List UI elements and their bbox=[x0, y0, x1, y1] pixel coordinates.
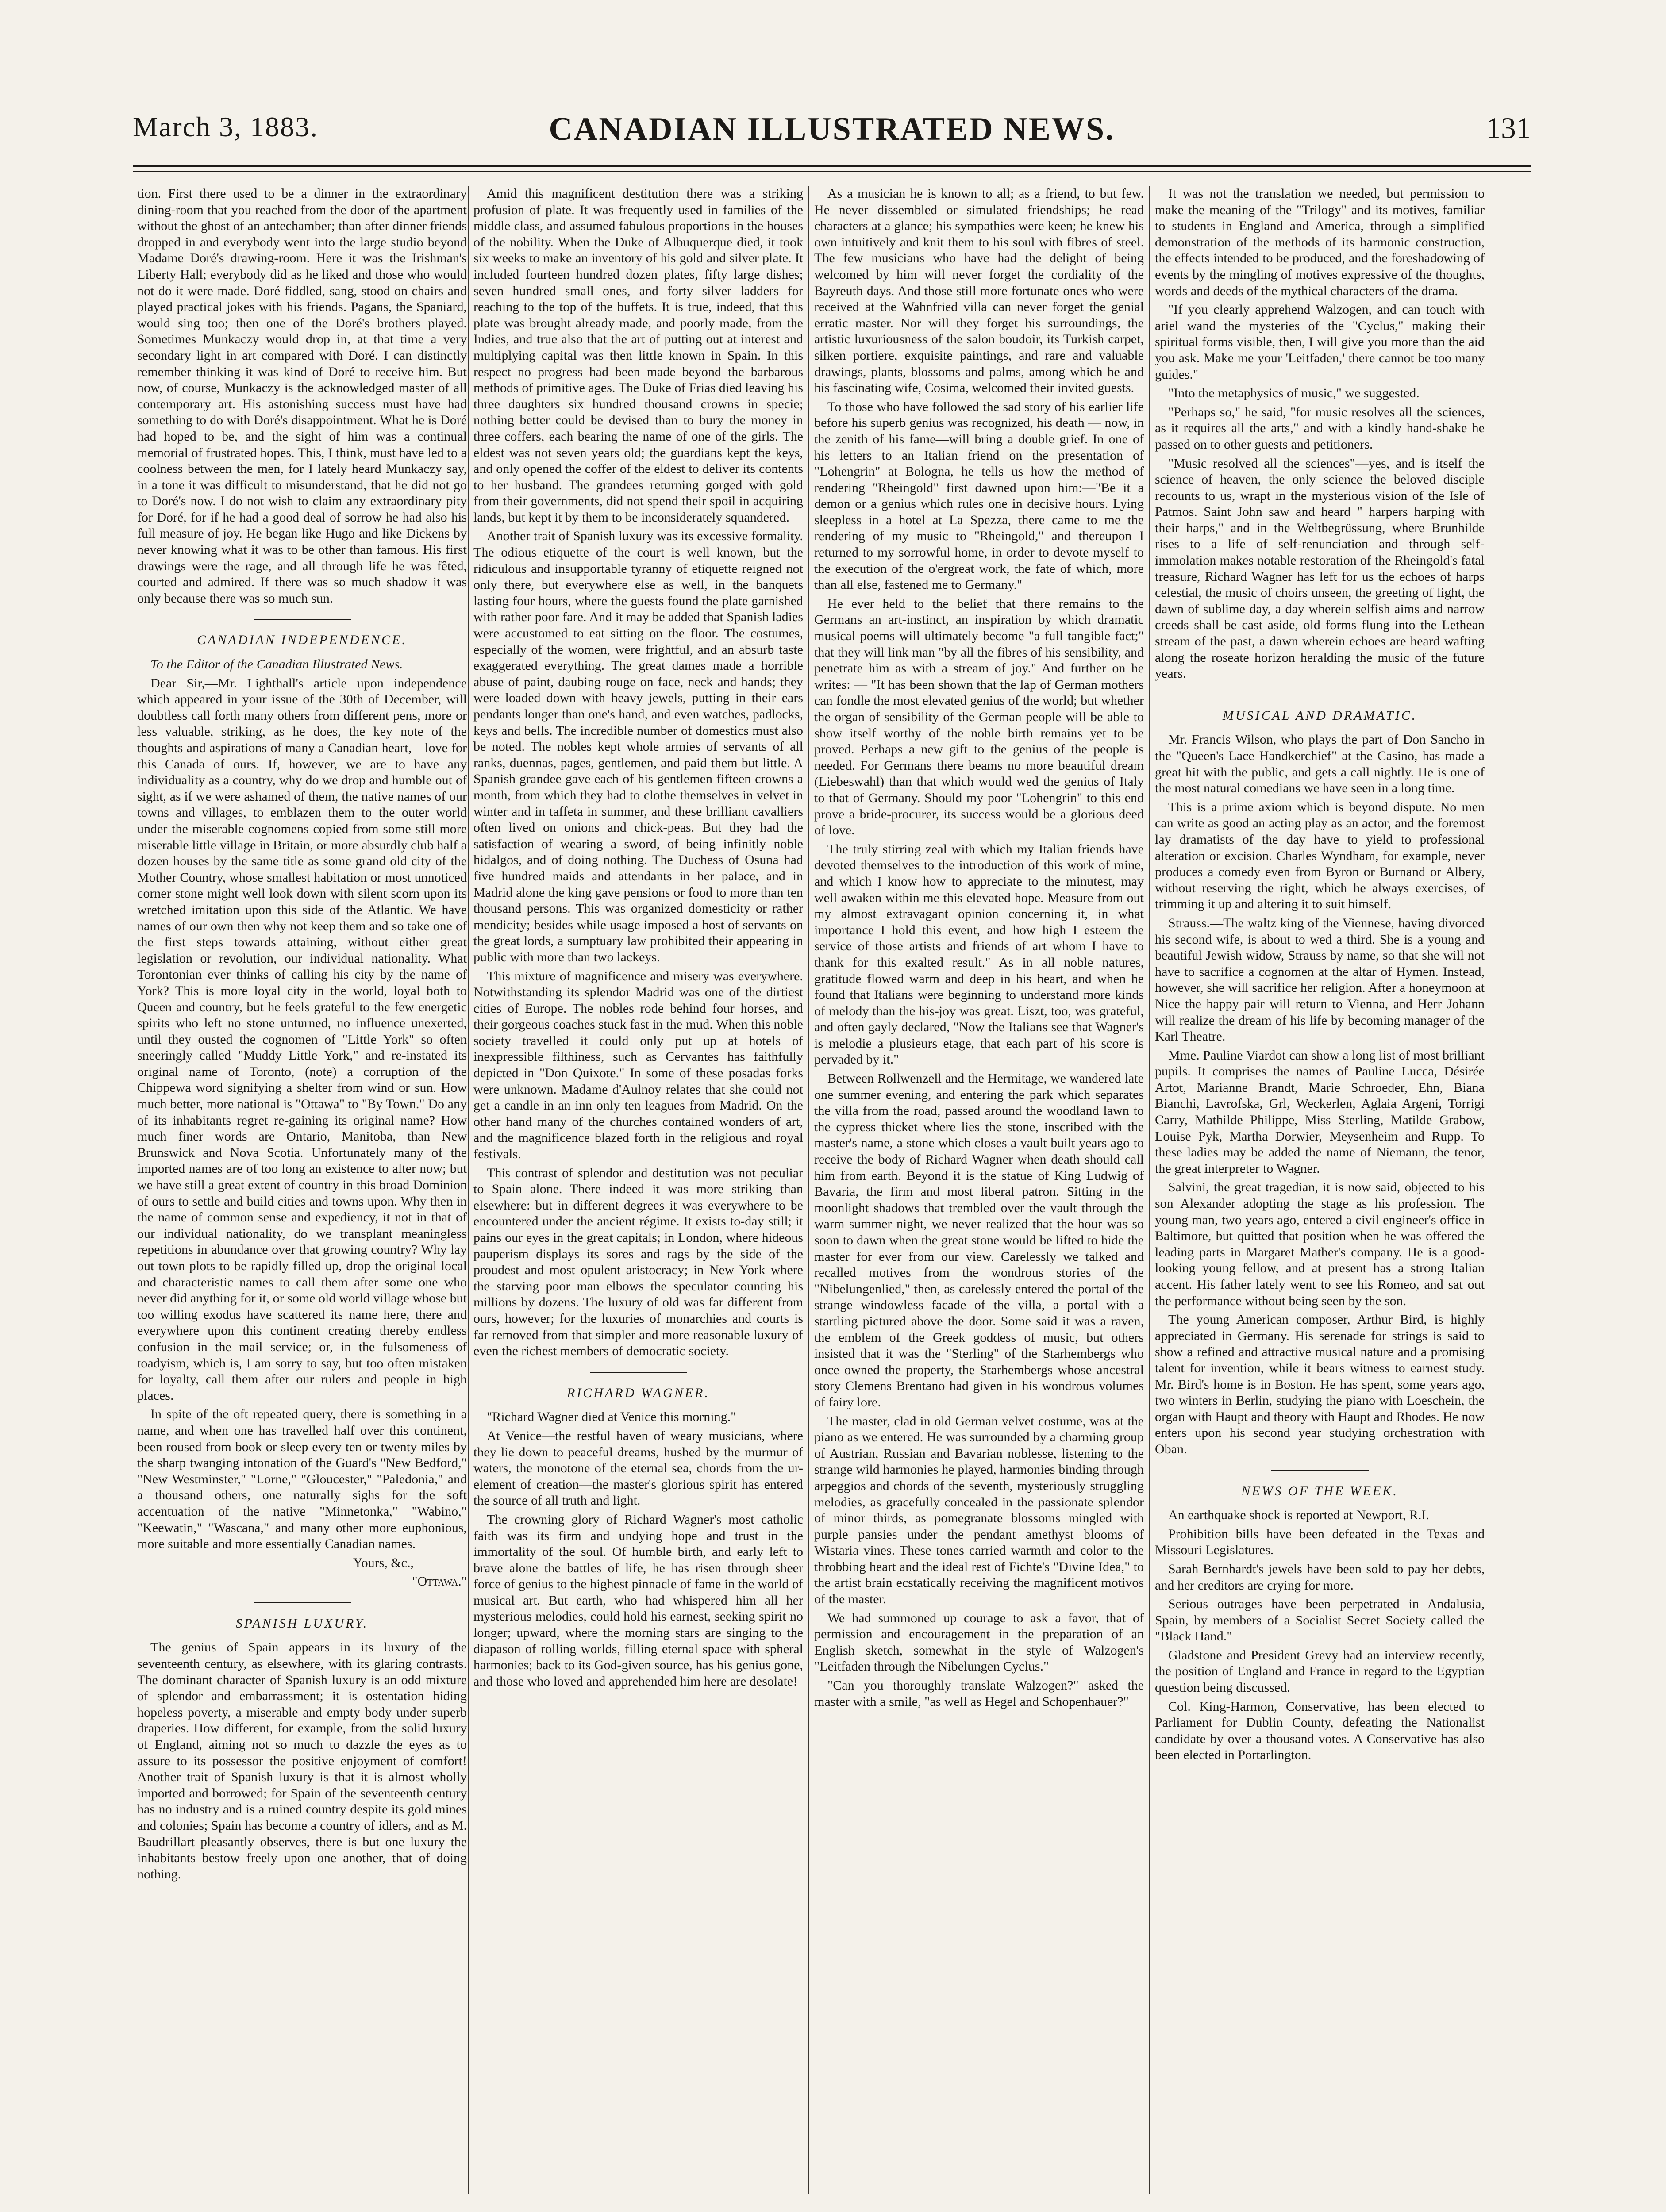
article-paragraph: The master, clad in old German velvet costume, was at the piano as we entered. He was surrounded by a charming group of Austrian, Russian and Bavarian noblesse, listening to the strange wild harmonies he played, harmonies binding through arpeggios and chords of the seventh, mysteriously struggling melodies, as gracefully concealed in the passionate splendor of minor thirds, as pomegranate blossoms mingled with purple pansies under the pendant amethyst blooms of Wistaria vines. These tones carried warmth and color to the throbbing heart and the ideal rest of Fichte's "Divine Idea," to the artist brain ecstatically receiving the magnificent motivos of the master. bbox=[814, 1413, 1144, 1607]
column-3 bbox=[814, 186, 1144, 2212]
article-paragraph: tion. First there used to be a dinner in the extraordinary dining-room that you reached from the door of the apartment without the ghost of an antechamber; than after dinner friends dropped in and everybody went into the large studio beyond Madame Doré's drawing-room. Here it was the Irishman's Liberty Hall; everybody did as he liked and those who would not do it were made. Doré fiddled, sang, stood on chairs and played practical jokes with his friends. Pagans, the Spaniard, would sing too; then one of the Doré's brothers played. Sometimes Munkaczy would drop in, at that time a very secondary light in art compared with Doré. I can distinctly remember thinking it was kind of Doré to receive him. But now, of course, Munkaczy is the acknowledged master of all contemporary art. His astonishing success must have had something to do with Doré's disappointment. What he is Doré had hoped to be, and the sight of him was a continual memorial of frustrated hopes. This, I think, must have led to a coolness between the men, for I lately heard Munkaczy say, in a tone it was difficult to misunderstand, that he did not go to Doré's now. I do not wish to claim any extraordinary pity for Doré, for if he had a good deal of sorrow he had also his full measure of joy. He began like Hugo and like Dickens by never knowing what it was to be other than famous. His first drawings were the rage, and all through life he was fêted, courted and admired. If there was so much shadow it was only because there was so much sun. bbox=[137, 186, 467, 606]
article-paragraph: "Richard Wagner died at Venice this morning." bbox=[487, 1409, 736, 1425]
article-heading: RICHARD WAGNER. bbox=[567, 1385, 710, 1400]
article-paragraph: It was not the translation we needed, but permission to make the meaning of the "Trilogy" and its motives, familiar to students in England and America, through a simplified demonstration of the methods of its harmonic construction, the effects intended to be produced, and the foreshadowing of events by the mingling of motives expressive of the thoughts, words and deeds of the mythical characters of the drama. bbox=[1155, 186, 1485, 298]
article-paragraph: Sarah Bernhardt's jewels have been sold to pay her debts, and her creditors are crying for more. bbox=[1155, 1561, 1485, 1593]
article-independence bbox=[137, 632, 467, 1590]
article-paragraph: Col. King-Harmon, Conservative, has been elected to Parliament for Dublin County, defeating the Nationalist candidate by over a thousand votes. A Conservative has also been elected in Portarlington. bbox=[1155, 1699, 1485, 1763]
article-spanish-luxury bbox=[137, 1616, 467, 1883]
letter-signature: "Ottawa." bbox=[412, 1574, 467, 1589]
article-musical-dramatic bbox=[1155, 708, 1485, 1458]
masthead bbox=[133, 111, 1531, 150]
article-wagner bbox=[473, 1385, 803, 1690]
article-dore bbox=[137, 186, 467, 607]
page-number: 131 bbox=[1486, 111, 1531, 145]
column-divider bbox=[808, 186, 809, 2194]
masthead-rule-thin bbox=[133, 171, 1531, 172]
article-spanish-luxury-cont bbox=[473, 186, 803, 1359]
newspaper-title: CANADIAN ILLUSTRATED NEWS. bbox=[549, 111, 1115, 147]
section-divider bbox=[254, 619, 351, 620]
article-paragraph: Mme. Pauline Viardot can show a long list of most brilliant pupils. It comprises the names of Pauline Lucca, Désirée Artot, Marianne Brandt, Marie Schroeder, Ehn, Biana Bianchi, Lavrofska, Grl, Weckerlen, Aglaia Argeni, Torrigi Carry, Mathilde Philippe, Miss Sterling, Matilde Grabow, Louise Pyk, Martha Dorwier, Meysenheim and Rupp. To these ladies may be added the name of Niemann, the tenor, the great interpreter to Wagner. bbox=[1155, 1048, 1485, 1176]
article-heading: NEWS OF THE WEEK. bbox=[1241, 1483, 1398, 1498]
column-4 bbox=[1155, 186, 1485, 2212]
section-divider bbox=[590, 1372, 687, 1373]
column-divider bbox=[468, 186, 469, 2194]
article-paragraph: At Venice—the restful haven of weary musicians, where they lie down to peaceful dreams, hushed by the murmur of waters, the monotone of the eternal sea, chords from the ur-element of creation—the master's glorious spirit has entered the source of all truth and light. bbox=[473, 1428, 803, 1508]
masthead-rule bbox=[133, 165, 1531, 167]
article-paragraph: Amid this magnificent destitution there was a striking profusion of plate. It was frequently used in families of the middle class, and assumed fabulous proportions in the houses of the nobility. When the Duke of Albuquerque died, it took six weeks to make an inventory of his gold and silver plate. It included fourteen hundred dozen plates, fifty large dishes; seven hundred small ones, and forty silver ladders for reaching to the top of the buffets. It is true, indeed, that this plate was brought already made, and poorly made, from the Indies, and true also that the art of putting out at interest and multiplying capital was then little known in Spain. In this respect no progress had been made beyond the barbarous methods of primitive ages. The Duke of Frias died leaving his three daughters six hundred thousand crowns in specie; nothing better could be devised than to bury the money in three coffers, each bearing the name of one of the girls. The eldest was not seven years old; the guardians kept the keys, and only opened the coffer of the eldest to deliver its contents to her husband. The grandees returning gorged with gold from their governments, did not spend their spoil in acquiring lands, but kept it by them to be inconsiderately squandered. bbox=[473, 186, 803, 525]
article-paragraph: This mixture of magnificence and misery was everywhere. Notwithstanding its splendor Madrid was one of the dirtiest cities of Europe. The nobles rode behind four horses, and their gorgeous coaches stuck fast in the mud. When this noble society travelled it could only put up at hotels of inexpressible filthiness, such as Cervantes has faithfully depicted in "Don Quixote." In some of these posadas forks were unknown. Madame d'Aulnoy relates that she could not get a candle in an inn only ten leagues from Madrid. On the other hand many of the churches contained wonders of art, and the magnificence blazed forth in the religious and royal festivals. bbox=[473, 968, 803, 1162]
column-1 bbox=[137, 186, 467, 2212]
column-2 bbox=[473, 186, 803, 2212]
article-paragraph: Dear Sir,—Mr. Lighthall's article upon independence which appeared in your issue of the 30th of December, will doubtless call forth many others from different pens, more or less valuable, striking, as he does, the key note of the thoughts and aspirations of many a Canadian heart,—love for this Canada of ours. If, however, we are to have any individuality as a country, why do we drop and humble out of sight, as if we were ashamed of them, the native names of our towns and villages, to emblazen them to the outer world under the miserable cognomens copied from some still more miserable little village in Britain, or more absurdly club half a dozen houses by the same title as some grand old city of the Mother Country, whose smallest habitation or most unnoticed corner stone might well look down with silent scorn upon its wretched imitation upon this side of the Atlantic. We have names of our own then why not keep them and so take one of the first steps towards attaining, without either great legislation or revolution, our individual nationality. What Torontonian ever thinks of calling his city by the name of York? This is more loyal city in the world, loyal both to Queen and country, but he feels grateful to the few energetic spirits who left no stone unturned, no influence unexerted, until they ousted the cognomen of "Little York" so often sneeringly called "Muddy Little York," and re-instated its original name of Toronto, (note) a corruption of the Chippewa word signifying a shelter from wind or sun. How much better, more national is "Ottawa" to "By Town." Do any of its inhabitants regret re-gaining its original name? How much finer words are Ontario, Manitoba, than New Brunswick and Nova Scotia. Unfortunately many of the imported names are of too long an existence to alter now; but we have still a great extent of country in this broad Dominion of ours to settle and build cities and towns upon. Why then in the name of common sense and expediency, it not in that of our individual nationality, do we transplant meaningless repetitions in abundance over that growing country? Why lay out town plots to be rapidly filled up, drop the original local and characteristic names to call them after some one who never did anything for it, or some old world village whose but too willing exodus have scattered its name here, there and everywhere upon this continent creating thereby endless confusion in the mail service; or, in the fulsomeness of toadyism, which is, I am sorry to say, but too often mistaken for loyalty, call them after our rulers and people in high places. bbox=[137, 676, 467, 1403]
article-paragraph: Serious outrages have been perpetrated in Andalusia, Spain, by members of a Socialist Secret Society called the "Black Hand." bbox=[1155, 1597, 1485, 1644]
article-paragraph: "Perhaps so," he said, "for music resolves all the sciences, as it requires all the arts," and with a kindly hand-shake he passed on to other guests and petitioners. bbox=[1155, 404, 1485, 452]
article-paragraph: "Music resolved all the sciences"—yes, and is itself the science of heaven, the only science the beloved disciple recounts to us, wrapt in the mysterious vision of the Isle of Patmos. Saint John saw and heard " harpers harping with their harps," and in the Weltbegrüssung, where Brunhilde rises to a life of self-renunciation and through self-immolation makes notable restoration of the Rheingold's fatal treasure, Richard Wagner has left for us the echoes of harps celestial, the music of choirs unseen, the greeting of light, the dawn of sublime day, a day wherein selfish aims and narrow creeds shall be cast aside, old forms flung into the Lethean stream of the past, a dawn wherein echoes are heard wafting along the roseate horizon heralding the music of the future years. bbox=[1155, 456, 1485, 681]
letter-salutation: To the Editor of the Canadian Illustrated News. bbox=[150, 657, 403, 672]
article-paragraph: "If you clearly apprehend Walzogen, and can touch with ariel wand the mysteries of the "Cyclus," making their spiritual forms visible, then, I will give you more than the aid you ask. Make me your 'Leitfaden,' there cannot be too many guides." bbox=[1155, 302, 1485, 382]
section-divider bbox=[1271, 1470, 1369, 1471]
article-paragraph: Between Rollwenzell and the Hermitage, we wandered late one summer evening, and entering the park which separates the villa from the road, passed around the woodland lawn to the cypress thicket where lies the stone, inscribed with the master's name, a stone which closes a vault built years ago to receive the body of Richard Wagner when death should call him from earth. Beyond it is the statue of King Ludwig of Bavaria, the firm and most liberal patron. Sitting in the moonlight shadows that trembled over the vault through the warm summer night, we never realized that the hour was so soon to dawn when the great stone would be lifted to hide the master for ever from our view. Carelessly we talked and recalled motives from the wondrous stories of the "Nibelungenlied," then, as carelessly entered the portal of the strange windowless facade of the villa, a portal with a startling pictured above the door. Some said it was a raven, the emblem of the Greek goddess of music, but others insisted that it was the "Sterling" of the Starhembergs who once owned the property, the Starhembergs whose ancestral story Clemens Brentano had given in his wondrous volumes of fairy lore. bbox=[814, 1071, 1144, 1409]
article-paragraph: As a musician he is known to all; as a friend, to but few. He never dissembled or simulated friendships; he read characters at a glance; his sympathies were keen; he knew his own intuitively and knit them to his soul with fibres of steel. The few musicians who have had the delight of being welcomed by him will never forget the cordiality of the Bayreuth days. And those still more fortunate ones who were received at the Wahnfried villa can never forget the genial erratic master. Nor will they forget his surroundings, the artistic luxuriousness of the salon boudoir, its Turkish carpet, silken portiere, exquisite paintings, and rare and valuable drawings, plants, blossoms and palms, among which he and his fascinating wife, Cosima, welcomed their invited guests. bbox=[814, 186, 1144, 396]
article-paragraph: "Can you thoroughly translate Walzogen?" asked the master with a smile, "as well as Hegel and Schopenhauer?" bbox=[814, 1678, 1144, 1709]
article-heading: SPANISH LUXURY. bbox=[235, 1616, 369, 1631]
article-paragraph: This contrast of splendor and destitution was not peculiar to Spain alone. There indeed it was more striking than elsewhere: but in different degrees it was everywhere to be encountered under the ancient régime. It exists to-day still; it pains our eyes in the great capitals; in London, where hideous pauperism displays its sores and rags by the side of the proudest and most opulent aristocracy; in New York where the starving poor man elbows the speculator counting his millions by dozens. The luxury of old was far different from ours, however; for the luxuries of monarchies and courts is far removed from that simpler and more reasonable luxury of even the richest members of democratic society. bbox=[473, 1165, 803, 1359]
article-paragraph: Mr. Francis Wilson, who plays the part of Don Sancho in the "Queen's Lace Handkerchief" at the Casino, has made a great hit with the public, and gets a call nightly. He is one of the most natural comedians we have seen in a long time. bbox=[1155, 732, 1485, 796]
article-paragraph: Gladstone and President Grevy had an interview recently, the position of England and France in regard to the Egyptian question being discussed. bbox=[1155, 1647, 1485, 1695]
letter-closing: Yours, &c., bbox=[353, 1555, 414, 1570]
column-divider bbox=[1149, 186, 1150, 2194]
article-paragraph: The crowning glory of Richard Wagner's most catholic faith was its firm and undying hope and trust in the immortality of the soul. Of humble birth, and early left to brave alone the battles of life, he has risen through sheer force of genius to the highest pinnacle of fame in the world of musical art. But earth, who had whispered him all her mysterious melodies, could hold his earnest, seeking spirit no longer; upward, where the morning stars are singing to the diapason of rolling worlds, filling eternal space with spheral harmonies; back to its God-given source, has his genius gone, and those who loved and apprehended him here are desolate! bbox=[473, 1512, 803, 1689]
article-paragraph: He ever held to the belief that there remains to the Germans an art-instinct, an inspiration by which dramatic musical poems will ultimately become "a full tangible fact;" that they will link man "by all the fibres of his sensibility, and penetrate him as with a stream of joy." And further on he writes: — "It has been shown that the lap of German mothers can fondle the most elevated genius of the world; but whether the organ of sensibility of the German people will be able to show itself worthy of the noble birth remains yet to be proved. Perhaps a new gift to the genius of the people is needed. For Germans there beams no more beautiful dream (Liebeswahl) than that which would wed the genius of Italy to that of Germany. Should my poor "Lohengrin" to this end prove a bride-procurer, its success would be a glorious deed of love. bbox=[814, 596, 1144, 838]
article-paragraph: We had summoned up courage to ask a favor, that of permission and encouragement in the preparation of an English sketch, somewhat in the style of Walzogen's "Leitfaden through the Nibelungen Cyclus." bbox=[814, 1610, 1144, 1674]
article-wagner-end bbox=[1155, 186, 1485, 682]
article-paragraph: To those who have followed the sad story of his earlier life before his superb genius was recognized, his death — now, in the zenith of his fame—will bring a double grief. In one of his letters to an Italian friend on the presentation of "Lohengrin" at Bologna, he tells us how the method of rendering "Rheingold" first dawned upon him:—"Be it a demon or a genius which rules one in decisive hours. Lying sleepless in a hotel at La Spezza, there came to me the rendering of my music to "Rheingold," and thereupon I returned to my sorrowful home, in order to devote myself to the execution of the o'ergreat work, the fate of which, more than all else, fastened me to Germany." bbox=[814, 399, 1144, 592]
article-paragraph: The young American composer, Arthur Bird, is highly appreciated in Germany. His serenade for strings is said to show a refined and attractive musical nature and a promising talent for invention, while it bears witness to earnest study. Mr. Bird's home is in Boston. He has spent, some years ago, two winters in Berlin, studying the piano with Loeschein, the organ with Haupt and theory with Haupt and Rhodes. He now enters upon his second year studying orchestration with Oban. bbox=[1155, 1312, 1485, 1456]
article-paragraph: Salvini, the great tragedian, it is now said, objected to his son Alexander adopting the stage as his profession. The young man, two years ago, entered a civil engineer's office in Baltimore, but quitted that position when he was offered the leading parts in Margaret Mather's company. He is a good-looking young fellow, and at present has a strong Italian accent. His father lately went to see his Romeo, and sat out the performance without being seen by the son. bbox=[1155, 1180, 1485, 1308]
article-paragraph: The genius of Spain appears in its luxury of the seventeenth century, as elsewhere, with its glaring contrasts. The dominant character of Spanish luxury is an odd mixture of splendor and embarrassment; it is ostentation hiding hopeless poverty, a miserable and empty body under superb draperies. How different, for example, from the solid luxury of England, aiming not so much to dazzle the eyes as to assure to its possessor the positive enjoyment of comfort! Another trait of Spanish luxury is that it is almost wholly imported and borrowed; for Spain of the seventeenth century has no industry and is a ruined country despite its gold mines and colonies; Spain has become a country of idlers, and as M. Baudrillart pleasantly observes, there is but one luxury the inhabitants bestow freely upon one another, that of doing nothing. bbox=[137, 1640, 467, 1882]
article-paragraph: This is a prime axiom which is beyond dispute. No men can write as good an acting play as an actor, and the foremost lay dramatists of the day have to yield to professional alteration or excision. Charles Wyndham, for example, never produces a comedy even from Byron or Burnand or Albery, without reserving the right, which he always exercises, of trimming it up and altering it to suit himself. bbox=[1155, 799, 1485, 912]
article-news-of-week bbox=[1155, 1483, 1485, 1764]
article-paragraph: In spite of the oft repeated query, there is something in a name, and when one has travelled half over this continent, been roused from book or sleep every ten or twenty miles by the sharp twanging intonation of the Guard's "New Bedford," "New Westminster," "Lorne," "Gloucester," "Paledonia," and a thousand others, one naturally sighs for the soft accentuation of the native "Minnetonka," "Wabino," "Keewatin," "Wascana," and many other more euphonious, more suitable and more essentially Canadian names. bbox=[137, 1407, 467, 1551]
article-wagner-cont bbox=[814, 186, 1144, 1710]
article-heading: MUSICAL AND DRAMATIC. bbox=[1222, 708, 1417, 723]
article-paragraph: "Into the metaphysics of music," we suggested. bbox=[1168, 386, 1420, 401]
article-paragraph: Prohibition bills have been defeated in the Texas and Missouri Legislatures. bbox=[1155, 1526, 1485, 1558]
issue-date: March 3, 1883. bbox=[133, 111, 319, 142]
article-paragraph: The truly stirring zeal with which my Italian friends have devoted themselves to the introduction of this work of mine, and which I know how to appreciate to the minutest, may well awaken within me this elevated hope. Measure from out my almost extravagant opinion concerning it, in what importance I hold this event, and how high I esteem the service of those artists and friends of art whom I have to thank for this exalted result." As in all noble natures, gratitude flowed warm and deep in his heart, and when he found that Italians were beginning to understand more kinds of melody than the his-joy was great. Liszt, too, was grateful, and often gayly declared, "Now the Italians see that Wagner's is melodie a plusieurs etage, that each part of his score is pervaded by it." bbox=[814, 841, 1144, 1067]
article-heading: CANADIAN INDEPENDENCE. bbox=[197, 633, 407, 648]
article-paragraph: Another trait of Spanish luxury was its excessive formality. The odious etiquette of the court is well known, but the ridiculous and insupportable tyranny of etiquette reigned not only there, but everywhere else as well, in the banquets lasting four hours, where the guests found the plate garnished with rather poor fare. And it may be added that Spanish ladies were accustomed to eat sitting on the floor. The costumes, especially of the women, were frightful, and an absurb taste exaggerated everything. The great dames made a horrible abuse of paint, daubing rouge on face, neck and hands; they were loaded down with heavy jewels, putting in their ears pendants longer than one's hand, and even watches, padlocks, keys and bells. The incredible number of domestics must also be noted. The nobles kept whole armies of servants of all ranks, duennas, pages, gentlemen, and paid them but little. A Spanish grandee gave each of his gentlemen fifteen crowns a month, from which they had to clothe themselves in velvet in winter and in taffeta in summer, and these brilliant cavalliers often lived on onions and chick-peas. But they had the satisfaction of wearing a sword, of being infinitly noble hidalgos, and of doing nothing. The Duchess of Osuna had five hundred maids and attendants in her palace, and in Madrid alone the king gave pensions or food to more than ten thousand persons. This was organized domesticity or rather mendicity; besides while usage imposed a host of servants on the great lords, a sumptuary law prohibited their appearing in public with more than two lackeys. bbox=[473, 529, 803, 964]
article-paragraph: An earthquake shock is reported at Newport, R.I. bbox=[1168, 1508, 1429, 1523]
section-divider bbox=[254, 1602, 351, 1603]
article-paragraph: Strauss.—The waltz king of the Viennese, having divorced his second wife, is about to wed a third. She is a young and beautiful Jewish widow, Strauss by name, so that she will not have to sacrifice a cognomen at the altar of Hymen. Instead, however, she will sacrifice her religion. After a honeymoon at Nice the happy pair will return to Vienna, and Herr Johann will realize the dream of his life by becoming manager of the Karl Theatre. bbox=[1155, 915, 1485, 1044]
